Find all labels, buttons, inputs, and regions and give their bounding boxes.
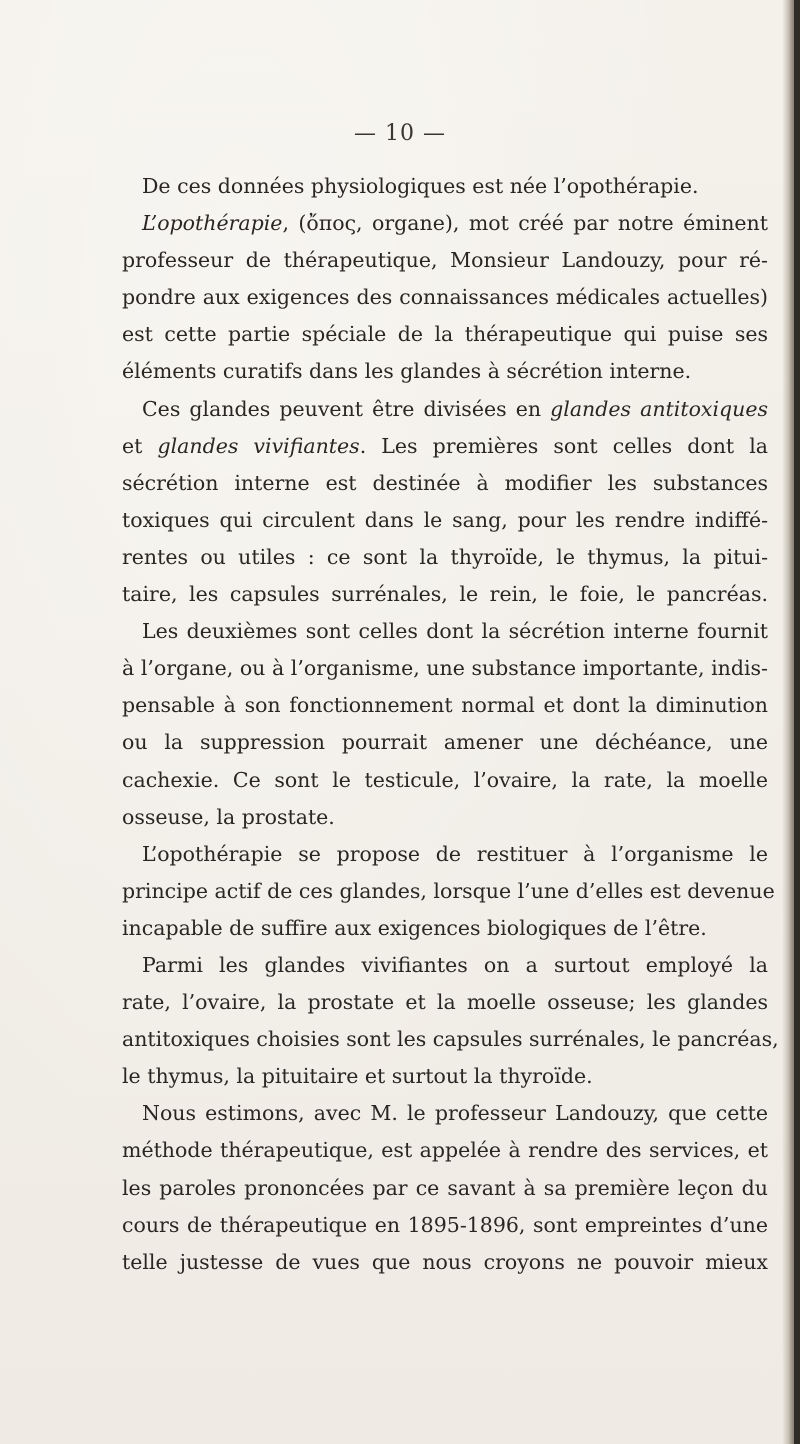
text-line: [122, 279, 768, 316]
text-line: [122, 353, 768, 390]
text-line: [122, 502, 768, 539]
text-segment: Nous estimons, avec M. le professeur Landouzy, que cette: [142, 1101, 768, 1126]
binding-edge: [794, 0, 800, 1444]
italic-text: L’opothérapie: [142, 211, 283, 236]
text-line: [122, 724, 768, 761]
page-number: — 10 —: [354, 121, 446, 146]
text-segment: toxiques qui circulent dans le sang, pour les rendre indiffé-: [122, 507, 768, 532]
text-segment: Les deuxièmes sont celles dont la sécrétion interne fournit: [142, 619, 768, 644]
text-line: [122, 205, 768, 242]
text-line: [122, 1132, 768, 1169]
text-segment: les paroles prononcées par ce savant à sa première leçon du: [122, 1175, 768, 1200]
text-line: [122, 762, 768, 799]
text-segment: rate, l’ovaire, la prostate et la moelle osseuse; les glandes: [122, 990, 768, 1015]
text-line: [122, 1170, 768, 1207]
text-segment: principe actif de ces glandes, lorsque l’une d’elles est devenue: [122, 878, 775, 903]
text-segment: ou la suppression pourrait amener une déchéance, une: [122, 730, 768, 755]
text-line: [122, 836, 768, 873]
text-segment: méthode thérapeutique, est appelée à rendre des services, et: [122, 1138, 768, 1163]
text-line: [122, 391, 768, 428]
text-line: [122, 947, 768, 984]
text-line: [122, 984, 768, 1021]
text-segment: L’opothérapie se propose de restituer à l’organisme le: [142, 841, 768, 866]
text-segment: telle justesse de vues que nous croyons ne pouvoir mieux: [122, 1249, 768, 1274]
text-segment: et: [122, 433, 158, 458]
text-segment: . Les premières sont celles dont la: [359, 433, 768, 458]
text-line: [122, 539, 768, 576]
text-line: [122, 1095, 768, 1132]
text-line: [122, 613, 768, 650]
text-segment: est cette partie spéciale de la thérapeutique qui puise ses: [122, 322, 768, 347]
text-line: [122, 576, 768, 613]
text-segment: sécrétion interne est destinée à modifier les substances: [122, 470, 768, 495]
text-segment: à l’organe, ou à l’organisme, une substance importante, indis-: [122, 656, 768, 681]
text-segment: pondre aux exigences des connaissances médicales actuelles): [122, 285, 768, 310]
text-line: [122, 316, 768, 353]
text-line: [122, 168, 768, 205]
italic-text: glandes vivifiantes: [157, 433, 360, 458]
text-line: [122, 873, 775, 910]
text-line: [122, 465, 768, 502]
italic-text: glandes antitoxiques: [550, 396, 769, 421]
text-segment: osseuse, la prostate.: [122, 804, 335, 829]
text-segment: De ces données physiologiques est née l’opothérapie.: [142, 174, 699, 198]
text-segment: éléments curatifs dans les glandes à sécrétion interne.: [122, 359, 692, 384]
text-line: [122, 1021, 779, 1058]
text-segment: Ces glandes peuvent être divisées en: [142, 396, 551, 421]
text-segment: incapable de suffire aux exigences biologiques de l’être.: [122, 915, 707, 940]
text-line: [122, 687, 768, 724]
text-line: [122, 1244, 768, 1281]
text-segment: , (ὄπος, organe), mot créé par notre éminent: [282, 211, 768, 236]
text-line: [122, 910, 768, 947]
text-line: [122, 650, 768, 687]
text-line: [122, 1207, 768, 1244]
text-segment: rentes ou utiles : ce sont la thyroïde, le thymus, la pitui-: [122, 544, 768, 569]
text-segment: antitoxiques choisies sont les capsules surrénales, le pancréas,: [122, 1027, 779, 1052]
text-segment: pensable à son fonctionnement normal et dont la diminution: [122, 693, 768, 718]
text-line: [122, 242, 768, 279]
text-line: [122, 428, 768, 465]
text-segment: cours de thérapeutique en 1895-1896, sont empreintes d’une: [122, 1212, 768, 1237]
text-segment: professeur de thérapeutique, Monsieur Landouzy, pour ré-: [122, 248, 768, 273]
text-line: [122, 799, 768, 836]
text-line: [122, 1058, 768, 1095]
text-segment: le thymus, la pituitaire et surtout la thyroïde.: [122, 1064, 593, 1089]
text-segment: cachexie. Ce sont le testicule, l’ovaire, la rate, la moelle: [122, 767, 768, 792]
text-segment: taire, les capsules surrénales, le rein, le foie, le pancréas.: [122, 582, 768, 607]
body-text: [122, 168, 779, 1281]
text-segment: Parmi les glandes vivifiantes on a surtout employé la: [142, 952, 768, 977]
